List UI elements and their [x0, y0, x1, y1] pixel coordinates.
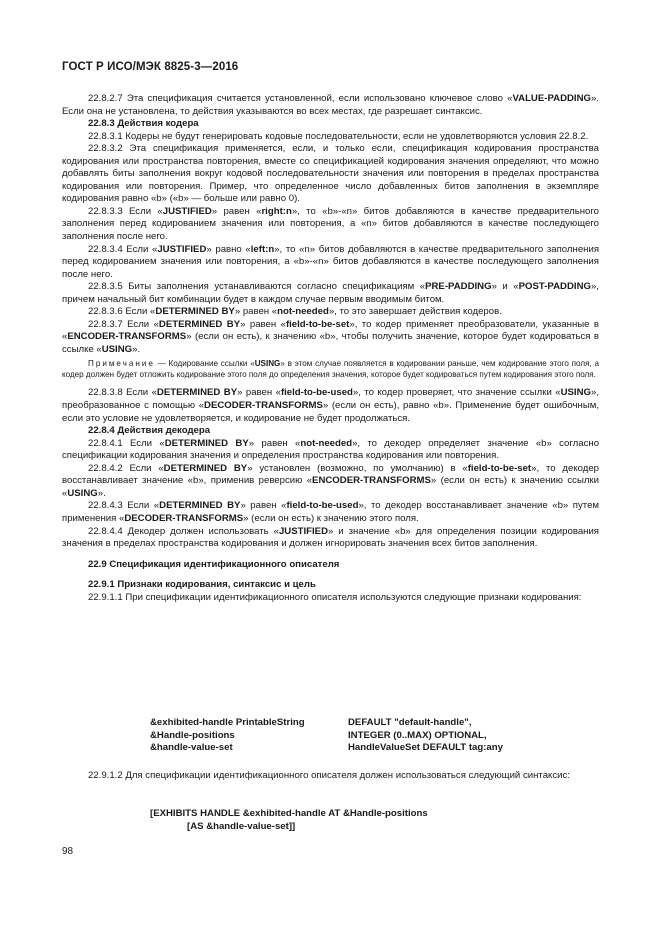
page-number: 98	[62, 846, 74, 857]
paragraph-22-8-4-1: 22.8.4.1 Если «DETERMINED BY» равен «not-needed», то декодер определяет значение «b» согласно спецификации кодирования значения и определения пространства кодирования или повторения.	[62, 437, 600, 462]
code-block-attributes-left	[150, 717, 305, 755]
paragraph-22-8-2-7: 22.8.2.7 Эта спецификация считается установленной, если использовано ключевое слово «VALUE-PADDING». Если она не установлена, то действия указываются во всех местах, где разрешает синтаксис.	[62, 93, 599, 117]
paragraph-22-8-4-4: 22.8.4.4 Декодер должен использовать «JUSTIFIED» и значение «b» для определения позиции кодирования значения в пределах пространства кодирования и должен игнорировать значения всех битов заполнения.	[62, 525, 600, 550]
code-line: [AS &handle-value-set]]	[187, 820, 296, 832]
paragraph-22-8-3-1: 22.8.3.1 Кодеры не будут генерировать кодовые последовательности, если не удовлетворяются условия 22.8.2.	[88, 130, 589, 142]
paragraph-22-8-3-6: 22.8.3.6 Если «DETERMINED BY» равен «not-needed», то это завершает действия кодеров.	[88, 306, 502, 318]
code-block-syntax	[150, 808, 428, 833]
paragraph-22-8-3-2: 22.8.3.2 Эта спецификация применяется, если, и только если, спецификация кодирования пространства кодирования или пространства повторения, вместе со спецификацией кодирования значения определяют, что можно добавлять биты заполнения вокруг кодовой последовательности значения или повторения в пределах пространства кодирования или повторения. Пример, что определенное число добавленных битов заполнения в экземпляре кодирования равно «b» («b» — больше или равно 0).	[62, 143, 599, 205]
code-line: HandleValueSet DEFAULT tag:any	[348, 742, 503, 754]
paragraph-22-9-1-2: 22.9.1.2 Для спецификации идентификационного описателя должен использоваться следующий синтаксис:	[88, 770, 570, 781]
paragraph-22-8-4-2: 22.8.4.2 Если «DETERMINED BY» установлен (возможно, по умолчанию) в «field-to-be-set», то декодер восстанавливает значение «b», применив реверсию «ENCODER-TRANSFORMS» (если он есть) к значению ссылки «USING».	[62, 462, 599, 499]
paragraph-22-8-3-3: 22.8.3.3 Если «JUSTIFIED» равен «right:n», то «b»-«n» битов добавляются в качестве предварительного заполнения перед кодированием значения или повторения, а «n» битов добавляются в качестве последующего заполнения после него.	[62, 205, 600, 243]
paragraph-22-9-1-2-container	[62, 770, 599, 783]
code-block-attributes-right	[348, 717, 503, 755]
paragraph-22-8-3-4: 22.8.3.4 Если «JUSTIFIED» равно «left:n», то «n» битов добавляются в качестве предварительного заполнения перед кодированием значения или повторения, а «b»-«n» битов добавляются в качестве последующего заполнения после него.	[62, 243, 600, 280]
paragraph-22-8-3-5: 22.8.3.5 Биты заполнения устанавливаются согласно спецификациям «PRE-PADDING» и «POST-PADDING», причем начальный бит комбинации будет в каждом случае первым вводимым битом.	[62, 281, 599, 305]
code-line: &Handle-positions	[150, 729, 235, 741]
paragraph-22-8-3-7: 22.8.3.7 Если «DETERMINED BY» равен «field-to-be-set», то кодер применяет преобразователи, указанные в «ENCODER-TRANSFORMS» (если он есть), к значению «b», чтобы получить значение, которое будет кодироваться в ссылке «USING».	[62, 318, 600, 355]
code-line: &handle-value-set	[150, 742, 233, 754]
heading-22-8-3: 22.8.3 Действия кодера	[88, 118, 199, 130]
code-line: [EXHIBITS HANDLE &exhibited-handle AT &Handle-positions	[150, 808, 428, 819]
code-line: DEFAULT "default-handle",	[348, 717, 472, 728]
code-line: &exhibited-handle PrintableString	[150, 717, 305, 728]
code-line: INTEGER (0..MAX) OPTIONAL,	[348, 729, 487, 741]
document-body	[62, 93, 599, 604]
paragraph-22-8-4-3: 22.8.4.3 Если «DETERMINED BY» равен «field-to-be-used», то декодер восстанавливает значение «b» путем применения «DECODER-TRANSFORMS» (если он есть) к значению этого поля.	[62, 500, 600, 524]
note: Примечание — Кодирование ссылки «USING» в этом случае появляется в кодировании раньше, чем кодирование этого поля, а кодер должен будет отложить кодирование этого поля до определения значения, которое будет кодироваться путем кодирования этого поля.	[62, 359, 599, 380]
heading-22-9-1: 22.9.1 Признаки кодирования, синтаксис и цель	[88, 579, 316, 591]
heading-22-9: 22.9 Спецификация идентификационного описателя	[88, 558, 340, 570]
paragraph-22-9-1-1: 22.9.1.1 При спецификации идентификационного описателя используются следующие признаки кодирования:	[88, 591, 582, 603]
document-header: ГОСТ Р ИСО/МЭК 8825-3—2016	[62, 61, 239, 73]
heading-22-8-4: 22.8.4 Действия декодера	[88, 425, 211, 437]
paragraph-22-8-3-8: 22.8.3.8 Если «DETERMINED BY» равен «field-to-be-used», то кодер проверяет, что значение ссылки «USING», преобразованное с помощью «DECODER-TRANSFORMS» (если он есть), равно «b». Применение будет ошибочным, если это условие не удовлетворяется, и кодирование не будет продолжаться.	[62, 387, 600, 424]
